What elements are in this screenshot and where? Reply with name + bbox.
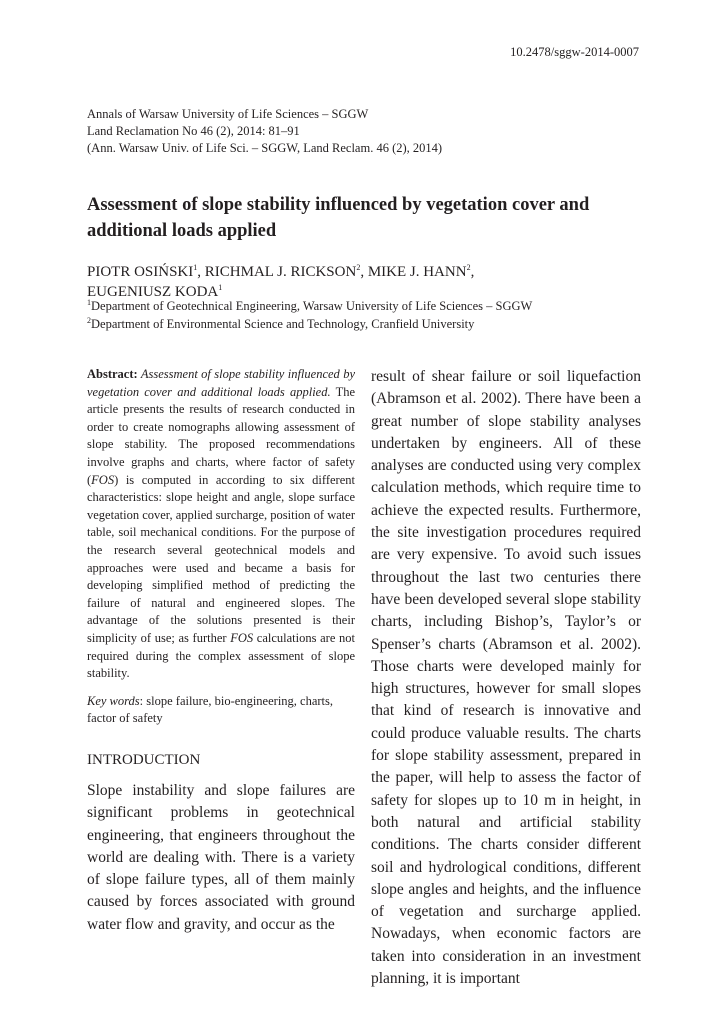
keywords — [87, 693, 355, 728]
abstract-title: Assessment of slope stability influenced by vegetation cover and additional loads applied. — [87, 367, 355, 399]
journal-info — [87, 106, 442, 157]
affiliation-1: Department of Geotechnical Engineering, Warsaw University of Life Sciences – SGGW — [91, 299, 533, 313]
affiliation-2-mark: 2 — [87, 315, 91, 325]
author-3: , MIKE J. HANN — [360, 264, 467, 280]
journal-line-1: Annals of Warsaw University of Life Sciences – SGGW — [87, 107, 369, 121]
left-column — [87, 366, 355, 728]
abstract-text-1: The article presents the results of research conducted in order to create nomographs allowing assessment of slope stability. The proposed recommendations involve graphs and charts, where factor of safety ( — [87, 384, 356, 487]
author-2-affiliation: 2 — [356, 263, 361, 272]
author-2: , RICHMAL J. RICKSON — [197, 264, 357, 280]
author-4-affiliation: 1 — [218, 283, 223, 292]
abstract-text-3: calculations are not required during the complex assessment of slope stability. — [87, 630, 355, 681]
author-3-tail: , — [470, 264, 475, 280]
author-list — [87, 262, 474, 302]
keywords-text: : slope failure, bio-engineering, charts, factor of safety — [87, 693, 334, 726]
introduction-paragraph: Slope instability and slope failures are significant problems in geotechnical engineering, that engineers throughout the world are dealing with. There is a variety of slope failure types, all of them mainly caused by forces associated with ground water flow and gravity, and occur as the — [87, 782, 355, 933]
abstract-label: Abstract: — [87, 367, 138, 381]
author-3-affiliation: 2 — [466, 263, 471, 272]
affiliation-2: Department of Environmental Science and Technology, Cranfield University — [91, 317, 475, 331]
journal-line-2: Land Reclamation No 46 (2), 2014: 81–91 — [87, 124, 300, 138]
affiliation-1-mark: 1 — [87, 297, 91, 307]
doi[interactable]: 10.2478/sggw-2014-0007 — [510, 45, 639, 59]
section-heading-introduction: INTRODUCTION — [87, 752, 201, 768]
keywords-label: Key words — [87, 693, 140, 708]
author-1: PIOTR OSIŃSKI — [87, 264, 194, 280]
affiliations — [87, 297, 532, 333]
journal-line-3: (Ann. Warsaw Univ. of Life Sci. – SGGW, Land Reclam. 46 (2), 2014) — [87, 141, 443, 155]
author-4: EUGENIUSZ KODA — [87, 284, 219, 300]
abstract — [87, 366, 355, 683]
author-1-affiliation: 1 — [193, 263, 198, 272]
paper-title: Assessment of slope stability influenced by vegetation cover and additional loads applied — [87, 195, 590, 241]
abstract-fos-2: FOS — [230, 630, 254, 645]
right-column-text: result of shear failure or soil liquefaction (Abramson et al. 2002). There have been a great number of slope stability analyses undertaken by engineers. All of these analyses are conducted using very complex calculation methods, which require time to achieve the expected results. Furthermore, the site investigation procedures required are very expensive. To avoid such issues throughout the last two centuries there have been developed several slope stability charts, including Bishop’s, Taylor’s or Spenser’s charts (Abramson et al. 2002). Those charts were developed mainly for high structures, however for small slopes that kind of research is innovative and could produce valuable results. The charts for slope stability assessment, prepared in the paper, will help to assess the factor of safety for slopes up to 10 m in height, in both natural and artificial stability conditions. The charts consider different soil and hydrological conditions, different slope angles and heights, and the influence of vegetation and surcharge applied. Nowadays, when economic factors are taken into consideration in an investment planning, it is important — [371, 368, 641, 988]
abstract-fos: FOS — [91, 472, 115, 487]
abstract-text-2: ) is computed in according to six different characteristics: slope height and angle, slope surface vegetation cover, applied surcharge, position of water table, soil mechanical conditions. For the purpose of the research several geotechnical models and approaches were used and became a basis for developing simplified method of predicting the failure of natural and engineered slopes. The advantage of the solutions presented is their simplicity of use; as further — [87, 472, 355, 645]
